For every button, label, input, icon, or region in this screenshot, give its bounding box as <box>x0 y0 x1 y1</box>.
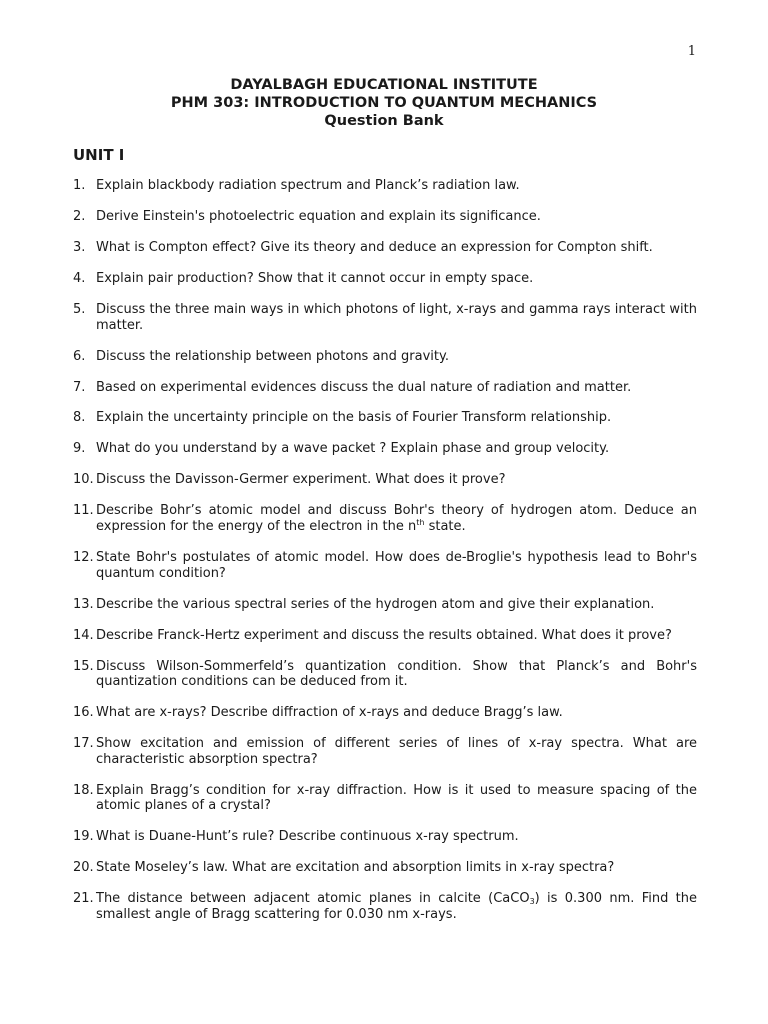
question-item <box>73 302 697 333</box>
question-item <box>73 240 697 256</box>
question-item <box>73 349 697 365</box>
question-text: Explain the uncertainty principle on the basis of Fourier Transform relationship. <box>96 410 612 426</box>
question-item <box>73 410 697 426</box>
unit-heading: UNIT I <box>73 146 125 164</box>
institute-title: DAYALBAGH EDUCATIONAL INSTITUTE <box>230 77 538 93</box>
question-text: State Moseley’s law. What are excitation and absorption limits in x-ray spectra? <box>96 860 615 876</box>
question-item <box>73 209 697 225</box>
question-number: 9. <box>73 441 86 457</box>
question-number: 10. <box>73 472 94 488</box>
superscript: th <box>416 518 425 528</box>
question-text: What do you understand by a wave packet ? Explain phase and group velocity. <box>96 441 610 457</box>
question-text: Explain pair production? Show that it cannot occur in empty space. <box>96 270 534 286</box>
question-number: 14. <box>73 627 94 643</box>
question-text-part: ) is 0.300 nm. Find the smallest angle of Bragg scattering for 0.030 nm x-rays. <box>96 891 697 922</box>
question-number: 20. <box>73 860 94 876</box>
question-item <box>73 705 697 721</box>
question-text: State Bohr's postulates of atomic model. How does de-Broglie's hypothesis lead to Bohr's quantum condition? <box>96 550 697 581</box>
question-text: What is Compton effect? Give its theory and deduce an expression for Compton shift. <box>96 239 653 255</box>
question-text: Discuss the relationship between photons and gravity. <box>96 348 449 364</box>
question-number: 12. <box>73 550 94 566</box>
question-text: Based on experimental evidences discuss the dual nature of radiation and matter. <box>96 379 632 395</box>
question-number: 19. <box>73 829 94 845</box>
question-number: 15. <box>73 658 94 674</box>
question-text <box>96 891 697 922</box>
question-number: 21. <box>73 891 94 907</box>
question-item <box>73 271 697 287</box>
question-text: What is Duane-Hunt’s rule? Describe continuous x-ray spectrum. <box>96 829 519 845</box>
document-type: Question Bank <box>324 113 444 129</box>
question-number: 2. <box>73 208 86 224</box>
question-number: 8. <box>73 410 86 426</box>
question-text <box>96 503 697 534</box>
question-number: 4. <box>73 270 86 286</box>
question-text-part: state. <box>424 519 466 535</box>
question-item <box>73 503 697 534</box>
question-number: 1. <box>73 178 86 193</box>
question-number: 5. <box>73 301 86 317</box>
question-text: What are x-rays? Describe diffraction of x-rays and deduce Bragg’s law. <box>96 705 563 721</box>
question-number: 17. <box>73 736 94 752</box>
question-text: Discuss the Davisson-Germer experiment. What does it prove? <box>96 472 506 488</box>
question-item <box>73 829 697 845</box>
question-item <box>73 380 697 396</box>
question-text: Describe Franck-Hertz experiment and discuss the results obtained. What does it prove? <box>96 627 672 643</box>
question-item <box>73 441 697 457</box>
page-number: 1 <box>687 44 696 59</box>
question-item <box>73 628 697 644</box>
question-text-part: Describe Bohr’s atomic model and discuss Bohr's theory of hydrogen atom. Deduce an expression for the energy of the electron in the n <box>96 503 697 535</box>
question-number: 6. <box>73 348 86 364</box>
question-item <box>73 891 697 922</box>
question-number: 13. <box>73 596 94 612</box>
question-number: 11. <box>73 503 94 519</box>
question-item <box>73 550 697 581</box>
question-text: Discuss the three main ways in which photons of light, x-rays and gamma rays interact with matter. <box>96 301 697 333</box>
question-text-part: The distance between adjacent atomic planes in calcite (CaCO <box>96 891 530 907</box>
question-item <box>73 659 697 690</box>
question-item <box>73 783 697 814</box>
course-title: PHM 303: INTRODUCTION TO QUANTUM MECHANICS <box>170 95 598 111</box>
question-number: 3. <box>73 239 86 255</box>
question-item <box>73 860 697 876</box>
subscript: 3 <box>529 897 535 907</box>
document-header <box>0 76 768 130</box>
question-text: Show excitation and emission of different series of lines of x-ray spectra. What are characteristic absorption spectra? <box>96 736 697 767</box>
question-text: Describe the various spectral series of the hydrogen atom and give their explanation. <box>96 596 655 612</box>
question-text: Discuss Wilson-Sommerfeld’s quantization condition. Show that Planck’s and Bohr's quantization conditions can be deduced from it. <box>96 658 697 690</box>
question-text: Explain blackbody radiation spectrum and Planck’s radiation law. <box>96 178 520 193</box>
question-number: 7. <box>73 379 86 395</box>
question-list <box>73 178 697 938</box>
question-item <box>73 178 697 194</box>
question-text: Explain Bragg’s condition for x-ray diffraction. How is it used to measure spacing of the atomic planes of a crystal? <box>96 782 697 814</box>
question-item <box>73 472 697 488</box>
question-item <box>73 597 697 613</box>
question-number: 18. <box>73 782 94 798</box>
question-text: Derive Einstein's photoelectric equation and explain its significance. <box>96 208 541 224</box>
question-item <box>73 736 697 767</box>
question-number: 16. <box>73 705 94 721</box>
